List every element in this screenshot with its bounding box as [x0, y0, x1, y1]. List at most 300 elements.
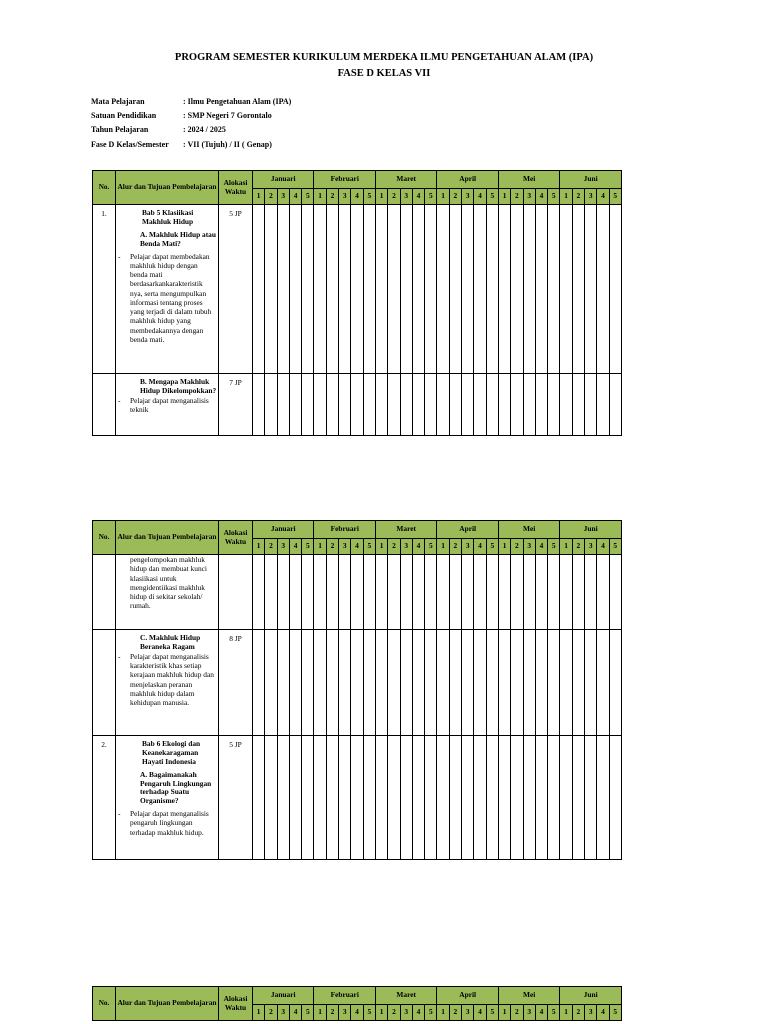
header-week: 3 [585, 189, 597, 205]
header-week: 3 [462, 1005, 474, 1021]
week-cell [289, 555, 301, 630]
header-week: 4 [289, 1005, 301, 1021]
info-row [91, 140, 291, 154]
week-cell [548, 736, 560, 860]
week-cell [412, 630, 424, 736]
week-cell [437, 205, 449, 374]
week-cell [597, 736, 609, 860]
week-cell [326, 205, 338, 374]
header-week: 3 [277, 539, 289, 555]
header-week: 2 [388, 1005, 400, 1021]
header-alokasi: Alokasi Waktu [219, 171, 253, 205]
header-week: 3 [400, 189, 412, 205]
week-cell [314, 736, 326, 860]
week-cell [449, 205, 461, 374]
time-allocation: 8 JP [219, 630, 253, 736]
week-cell [351, 555, 363, 630]
week-cell [572, 205, 584, 374]
objective-text: Pelajar dapat menganalisis pengaruh lingkungan terhadap makhluk hidup. [130, 809, 209, 837]
header-week: 1 [314, 539, 326, 555]
week-cell [400, 374, 412, 436]
week-cell [462, 736, 474, 860]
week-cell [326, 736, 338, 860]
week-cell [388, 205, 400, 374]
week-cell [412, 736, 424, 860]
week-cell [523, 205, 535, 374]
week-cell [486, 555, 498, 630]
week-cell [437, 555, 449, 630]
header-week: 2 [449, 539, 461, 555]
header-week: 4 [412, 1005, 424, 1021]
week-cell [289, 736, 301, 860]
header-week: 3 [462, 539, 474, 555]
week-cell [363, 374, 375, 436]
week-cell [560, 374, 572, 436]
week-cell [302, 630, 314, 736]
week-cell [437, 736, 449, 860]
week-cell [511, 736, 523, 860]
header-week: 1 [314, 1005, 326, 1021]
week-cell [412, 374, 424, 436]
week-cell [302, 205, 314, 374]
week-cell [412, 555, 424, 630]
week-cell [609, 205, 621, 374]
info-value: : VII (Tujuh) / II ( Genap) [183, 139, 272, 149]
week-cell [302, 374, 314, 436]
header-week: 1 [437, 539, 449, 555]
week-cell [277, 205, 289, 374]
header-month: Mei [498, 521, 559, 539]
week-cell [572, 374, 584, 436]
week-cell [462, 630, 474, 736]
week-cell [253, 630, 265, 736]
header-row [93, 171, 622, 189]
week-cell [437, 630, 449, 736]
header-week: 2 [326, 539, 338, 555]
header-week: 5 [425, 189, 437, 205]
week-cell [609, 555, 621, 630]
week-cell [277, 374, 289, 436]
header-row [93, 987, 622, 1005]
header-week: 4 [597, 539, 609, 555]
week-cell [425, 555, 437, 630]
schedule-table [92, 520, 622, 860]
bullet-dash: - [118, 809, 121, 819]
header-week: 3 [462, 189, 474, 205]
header-week: 4 [474, 1005, 486, 1021]
week-cell [535, 555, 547, 630]
week-cell [572, 555, 584, 630]
header-week: 1 [253, 189, 265, 205]
header-week: 2 [326, 1005, 338, 1021]
header-week: 5 [548, 1005, 560, 1021]
list-item [116, 809, 218, 837]
week-cell [523, 374, 535, 436]
header-month: April [437, 521, 498, 539]
document-title: PROGRAM SEMESTER KURIKULUM MERDEKA ILMU PENGETAHUAN ALAM (IPA) [174, 52, 594, 63]
info-row [91, 97, 291, 111]
header-week: 4 [535, 1005, 547, 1021]
header-week: 3 [339, 539, 351, 555]
header-month: Maret [375, 987, 436, 1005]
week-cell [326, 630, 338, 736]
objective-text: Pelajar dapat menganalisis karakteristik khas setiap kerajaan makhluk hidup dan menjelaskan peranan makhluk hidup dalam kehidupan manusia. [130, 651, 214, 707]
header-week: 5 [486, 539, 498, 555]
header-week: 4 [351, 1005, 363, 1021]
week-cell [486, 736, 498, 860]
header-week: 3 [400, 1005, 412, 1021]
week-cell [498, 630, 510, 736]
header-week: 2 [511, 189, 523, 205]
header-month: Mei [498, 171, 559, 189]
week-cell [277, 555, 289, 630]
header-week: 2 [326, 189, 338, 205]
header-week: 4 [412, 539, 424, 555]
header-week: 1 [375, 1005, 387, 1021]
header-week: 5 [609, 539, 621, 555]
row-number [93, 555, 116, 630]
header-week: 2 [265, 1005, 277, 1021]
header-month: April [437, 987, 498, 1005]
week-cell [375, 630, 387, 736]
header-week: 1 [437, 189, 449, 205]
week-cell [339, 630, 351, 736]
header-week: 1 [375, 189, 387, 205]
header-week: 3 [585, 539, 597, 555]
week-cell [314, 205, 326, 374]
week-cell [449, 374, 461, 436]
header-week: 1 [498, 539, 510, 555]
week-cell [548, 205, 560, 374]
header-no: No. [93, 171, 116, 205]
week-cell [462, 374, 474, 436]
week-cell [388, 555, 400, 630]
header-week: 4 [597, 1005, 609, 1021]
time-allocation [219, 555, 253, 630]
info-row [91, 125, 291, 139]
info-label: Satuan Pendidikan [91, 111, 157, 121]
week-cell [474, 374, 486, 436]
week-cell [339, 555, 351, 630]
week-cell [474, 736, 486, 860]
week-cell [511, 555, 523, 630]
header-week: 4 [351, 539, 363, 555]
info-value: : Ilmu Pengetahuan Alam (IPA) [183, 97, 292, 106]
header-week: 5 [548, 189, 560, 205]
header-month: Juni [560, 171, 621, 189]
week-cell [572, 736, 584, 860]
header-week: 5 [486, 189, 498, 205]
week-cell [425, 630, 437, 736]
header-week: 1 [375, 539, 387, 555]
header-week: 4 [535, 539, 547, 555]
header-week: 3 [277, 189, 289, 205]
objective-cell [116, 630, 219, 736]
header-week: 2 [449, 1005, 461, 1021]
header-month: Februari [314, 521, 375, 539]
week-cell [400, 555, 412, 630]
header-week: 3 [523, 1005, 535, 1021]
week-cell [388, 736, 400, 860]
header-alur: Alur dan Tujuan Pembelajaran [116, 987, 219, 1021]
schedule-table [92, 170, 622, 436]
week-cell [351, 374, 363, 436]
schedule-table [92, 986, 622, 1021]
week-cell [277, 630, 289, 736]
list-item [116, 396, 218, 415]
header-week: 2 [388, 189, 400, 205]
week-cell [400, 205, 412, 374]
header-week: 4 [351, 189, 363, 205]
header-month: Februari [314, 987, 375, 1005]
week-cell [363, 736, 375, 860]
header-week: 4 [474, 539, 486, 555]
week-cell [339, 736, 351, 860]
week-cell [462, 555, 474, 630]
week-cell [388, 374, 400, 436]
week-cell [437, 374, 449, 436]
week-cell [585, 736, 597, 860]
week-cell [253, 555, 265, 630]
week-cell [523, 555, 535, 630]
header-week: 3 [400, 539, 412, 555]
header-week: 5 [363, 1005, 375, 1021]
header-week: 1 [314, 189, 326, 205]
objective-cell [116, 205, 219, 374]
week-cell [363, 205, 375, 374]
week-cell [498, 374, 510, 436]
info-block [91, 97, 291, 154]
week-cell [609, 374, 621, 436]
info-label: Tahun Pelajaran [91, 125, 149, 135]
header-week: 5 [363, 539, 375, 555]
header-month: Juni [560, 987, 621, 1005]
time-allocation: 5 JP [219, 736, 253, 860]
week-cell [609, 736, 621, 860]
header-week: 3 [523, 539, 535, 555]
header-week: 1 [253, 1005, 265, 1021]
time-allocation: 7 JP [219, 374, 253, 436]
week-cell [265, 374, 277, 436]
week-cell [498, 205, 510, 374]
week-cell [277, 736, 289, 860]
week-cell [265, 555, 277, 630]
row-number [93, 630, 116, 736]
week-cell [498, 555, 510, 630]
info-value: : SMP Negeri 7 Gorontalo [183, 111, 272, 121]
header-week: 2 [265, 539, 277, 555]
week-cell [351, 736, 363, 860]
week-cell [289, 374, 301, 436]
info-label: Fase D Kelas/Semester [91, 139, 169, 149]
week-cell [289, 630, 301, 736]
header-week: 2 [572, 189, 584, 205]
header-week: 5 [486, 1005, 498, 1021]
table-row [93, 736, 622, 860]
week-cell [253, 736, 265, 860]
week-cell [560, 630, 572, 736]
header-week: 5 [302, 539, 314, 555]
week-cell [326, 555, 338, 630]
header-week: 5 [363, 189, 375, 205]
week-cell [363, 630, 375, 736]
header-week: 1 [253, 539, 265, 555]
week-cell [486, 374, 498, 436]
week-cell [375, 736, 387, 860]
week-cell [560, 205, 572, 374]
week-cell [302, 736, 314, 860]
header-week: 2 [449, 189, 461, 205]
header-week: 1 [560, 189, 572, 205]
week-cell [425, 736, 437, 860]
header-week: 4 [289, 189, 301, 205]
header-week: 2 [572, 539, 584, 555]
row-number [93, 374, 116, 436]
row-number: 2. [93, 736, 116, 860]
week-cell [548, 630, 560, 736]
objective-cell [116, 736, 219, 860]
week-cell [314, 555, 326, 630]
week-cell [597, 205, 609, 374]
week-cell [265, 630, 277, 736]
header-week: 5 [609, 189, 621, 205]
week-cell [511, 630, 523, 736]
week-cell [388, 630, 400, 736]
week-cell [314, 630, 326, 736]
week-cell [375, 205, 387, 374]
header-alokasi: Alokasi Waktu [219, 521, 253, 555]
header-week: 2 [511, 1005, 523, 1021]
chapter-title: Bab 6 Ekologi dan Keanekaragaman Hayati Indonesia [142, 739, 201, 766]
header-week: 1 [437, 1005, 449, 1021]
week-cell [339, 205, 351, 374]
header-month: Februari [314, 171, 375, 189]
header-week: 2 [265, 189, 277, 205]
header-week: 3 [585, 1005, 597, 1021]
time-allocation: 5 JP [219, 205, 253, 374]
info-label: Mata Pelajaran [91, 97, 145, 106]
week-cell [498, 736, 510, 860]
objective-heading: A. Makhluk Hidup atau Benda Mati? [140, 229, 216, 248]
week-cell [486, 630, 498, 736]
header-month: Mei [498, 987, 559, 1005]
header-week: 3 [523, 189, 535, 205]
header-week: 5 [548, 539, 560, 555]
header-week: 3 [339, 189, 351, 205]
week-cell [535, 736, 547, 860]
objective-cell [116, 374, 219, 436]
header-week: 1 [560, 1005, 572, 1021]
document-subtitle: FASE D KELAS VII [337, 68, 431, 79]
header-row [93, 521, 622, 539]
table-row [93, 630, 622, 736]
header-week: 5 [302, 189, 314, 205]
week-cell [351, 205, 363, 374]
header-month: April [437, 171, 498, 189]
header-alur: Alur dan Tujuan Pembelajaran [116, 521, 219, 555]
week-cell [597, 555, 609, 630]
info-row [91, 111, 291, 125]
list-item [116, 652, 218, 708]
week-cell [326, 374, 338, 436]
header-week: 5 [609, 1005, 621, 1021]
table-row [93, 555, 622, 630]
week-cell [535, 205, 547, 374]
week-cell [486, 205, 498, 374]
info-value: : 2024 / 2025 [183, 125, 226, 135]
week-cell [425, 374, 437, 436]
week-cell [511, 374, 523, 436]
week-cell [474, 630, 486, 736]
objective-heading: A. Bagaimanakah Pengaruh Lingkungan terhadap Suatu Organisme? [140, 769, 212, 806]
week-cell [253, 205, 265, 374]
week-cell [265, 736, 277, 860]
objective-cell [116, 555, 219, 630]
week-cell [339, 374, 351, 436]
header-week: 4 [289, 539, 301, 555]
week-cell [597, 630, 609, 736]
header-no: No. [93, 987, 116, 1021]
week-cell [511, 205, 523, 374]
week-cell [572, 630, 584, 736]
objective-text: Pelajar dapat membedakan makhluk hidup dengan benda mati berdasarkankarakteristik nya, serta mengumpulkan informasi tentang proses yang terjadi di dalam tubuh makhluk hidup yang membedakannya dengan benda mati. [130, 251, 212, 344]
header-week: 5 [302, 1005, 314, 1021]
header-month: Maret [375, 171, 436, 189]
header-week: 4 [474, 189, 486, 205]
header-week: 3 [339, 1005, 351, 1021]
header-alur: Alur dan Tujuan Pembelajaran [116, 171, 219, 205]
bullet-dash: - [118, 651, 121, 661]
header-week: 4 [412, 189, 424, 205]
chapter-title: Bab 5 Klasiikasi Makhluk Hidup [142, 208, 194, 226]
week-cell [585, 205, 597, 374]
header-month: Januari [253, 521, 314, 539]
week-cell [400, 736, 412, 860]
week-cell [449, 630, 461, 736]
week-cell [375, 555, 387, 630]
week-cell [585, 555, 597, 630]
bullet-dash: - [118, 395, 121, 405]
week-cell [597, 374, 609, 436]
objective-text: Pelajar dapat menganalisis teknik [130, 395, 209, 414]
week-cell [548, 374, 560, 436]
header-week: 1 [560, 539, 572, 555]
week-cell [523, 736, 535, 860]
week-cell [351, 630, 363, 736]
week-cell [585, 630, 597, 736]
week-cell [425, 205, 437, 374]
week-cell [523, 630, 535, 736]
header-week: 2 [572, 1005, 584, 1021]
header-week: 1 [498, 189, 510, 205]
list-item [116, 252, 218, 345]
week-cell [363, 555, 375, 630]
week-cell [449, 736, 461, 860]
header-month: Juni [560, 521, 621, 539]
header-week: 5 [425, 539, 437, 555]
header-alokasi: Alokasi Waktu [219, 987, 253, 1021]
header-week: 2 [388, 539, 400, 555]
week-cell [560, 555, 572, 630]
week-cell [412, 205, 424, 374]
header-week: 2 [511, 539, 523, 555]
header-month: Januari [253, 171, 314, 189]
week-cell [302, 555, 314, 630]
week-cell [548, 555, 560, 630]
table-row [93, 374, 622, 436]
objective-heading: C. Makhluk Hidup Beraneka Ragam [140, 633, 201, 651]
week-cell [585, 374, 597, 436]
